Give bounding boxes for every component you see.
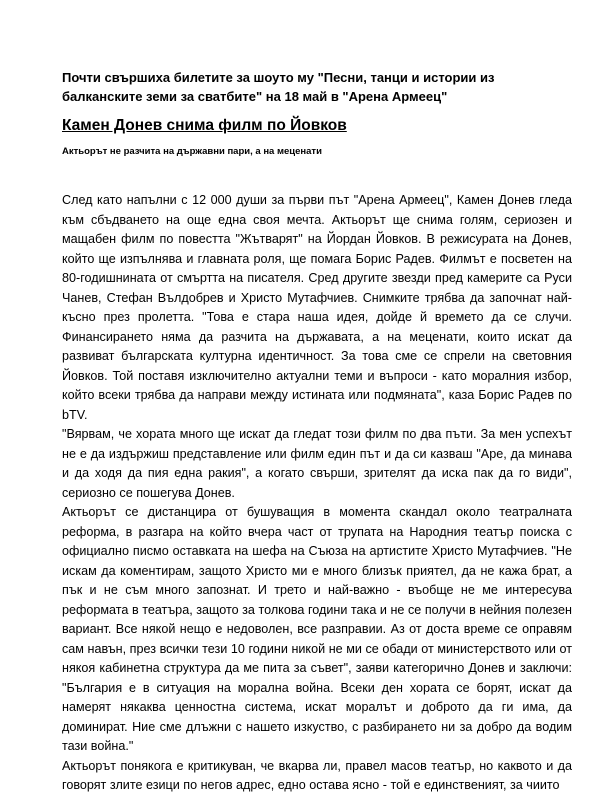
article-paragraph: Актьорът се дистанцира от бушуващия в момента скандал около театралната реформа, в разгара на който вчера част от трупата на Народния театър поиска с официално писмо оставката на шефа на Съюза на артистите Христо Мутафчиев. "Не искам да коментирам, защото Христо ми е много близък приятел, да не кажа брат, а пък и не съм много запознат. И трето и най-важно - въобще не ме интересува реформата в театъра, защото за толкова години така и не се получи в нейния полезен вариант. Все някой нещо е недоволен, все разправии. Аз от доста време се оправям сам навън, през всички тези 10 години никой не ми се обади от министерството или от някоя кабинетна структура да ме пита за съвет", заяви категорично Донев и заключи: "България е в ситуация на морална война. Всеки ден хората се борят, искат да намерят някаква ценностна система, искат моралът и доброто да ги има, да доминират. Ние сме длъжни с нашето изкуство, с разбирането ни за добро да водим тази война." [62, 505, 572, 753]
article-paragraph: Актьорът понякога е критикуван, че вкарва ли, правел масов театър, но каквото и да говорят злите езици по негов адрес, едно остава ясно - той е единственият, за чиито [62, 758, 572, 792]
article-paragraph: След като напълни с 12 000 души за първи път "Арена Армеец", Камен Донев гледа към сбъдването на още една своя мечта. Актьорът ще снима голям, сериозен и мащабен филм по повестта "Жътварят" на Йордан Йовков. В режисурата на Донев, който ще изпълнява и главната роля, ще помага Борис Радев. Филмът е посветен на 80-годишнината от смъртта на писателя. Сред другите звезди пред камерите са Руси Чанев, Стефан Вълдобрев и Христо Мутафчиев. Снимките трябва да започнат най-късно през пролетта. "Това е стара наша идея, дойде й времето да се случи. Финансирането няма да разчита на държавата, а на меценати, които искат да развиват българската културна идентичност. За това сме се спрели на световния Йовков. Той поставя изключително актуални теми и въпроси - като моралния избор, който всеки трябва да направи между истината или подмяната", каза Борис Радев по bTV. [62, 193, 572, 422]
article-lead: Актьорът не разчита на държавни пари, а на меценати [62, 146, 322, 157]
article-headline: Камен Донев снима филм по Йовков [62, 117, 347, 134]
article-body [62, 191, 572, 796]
article-subtitle: Почти свършиха билетите за шоуто му "Песни, танци и истории из балканските земи за сватбите" на 18 май в "Арена Армеец" [62, 70, 495, 104]
article-paragraph: "Вярвам, че хората много ще искат да гледат този филм по два пъти. За мен успехът не е да издържиш представление или филм един път и да си казваш "Аре, да минава и да ходя да пия една ракия", а когато свърши, зрителят да иска пак да го види", сериозно се пошегува Донев. [62, 427, 572, 500]
